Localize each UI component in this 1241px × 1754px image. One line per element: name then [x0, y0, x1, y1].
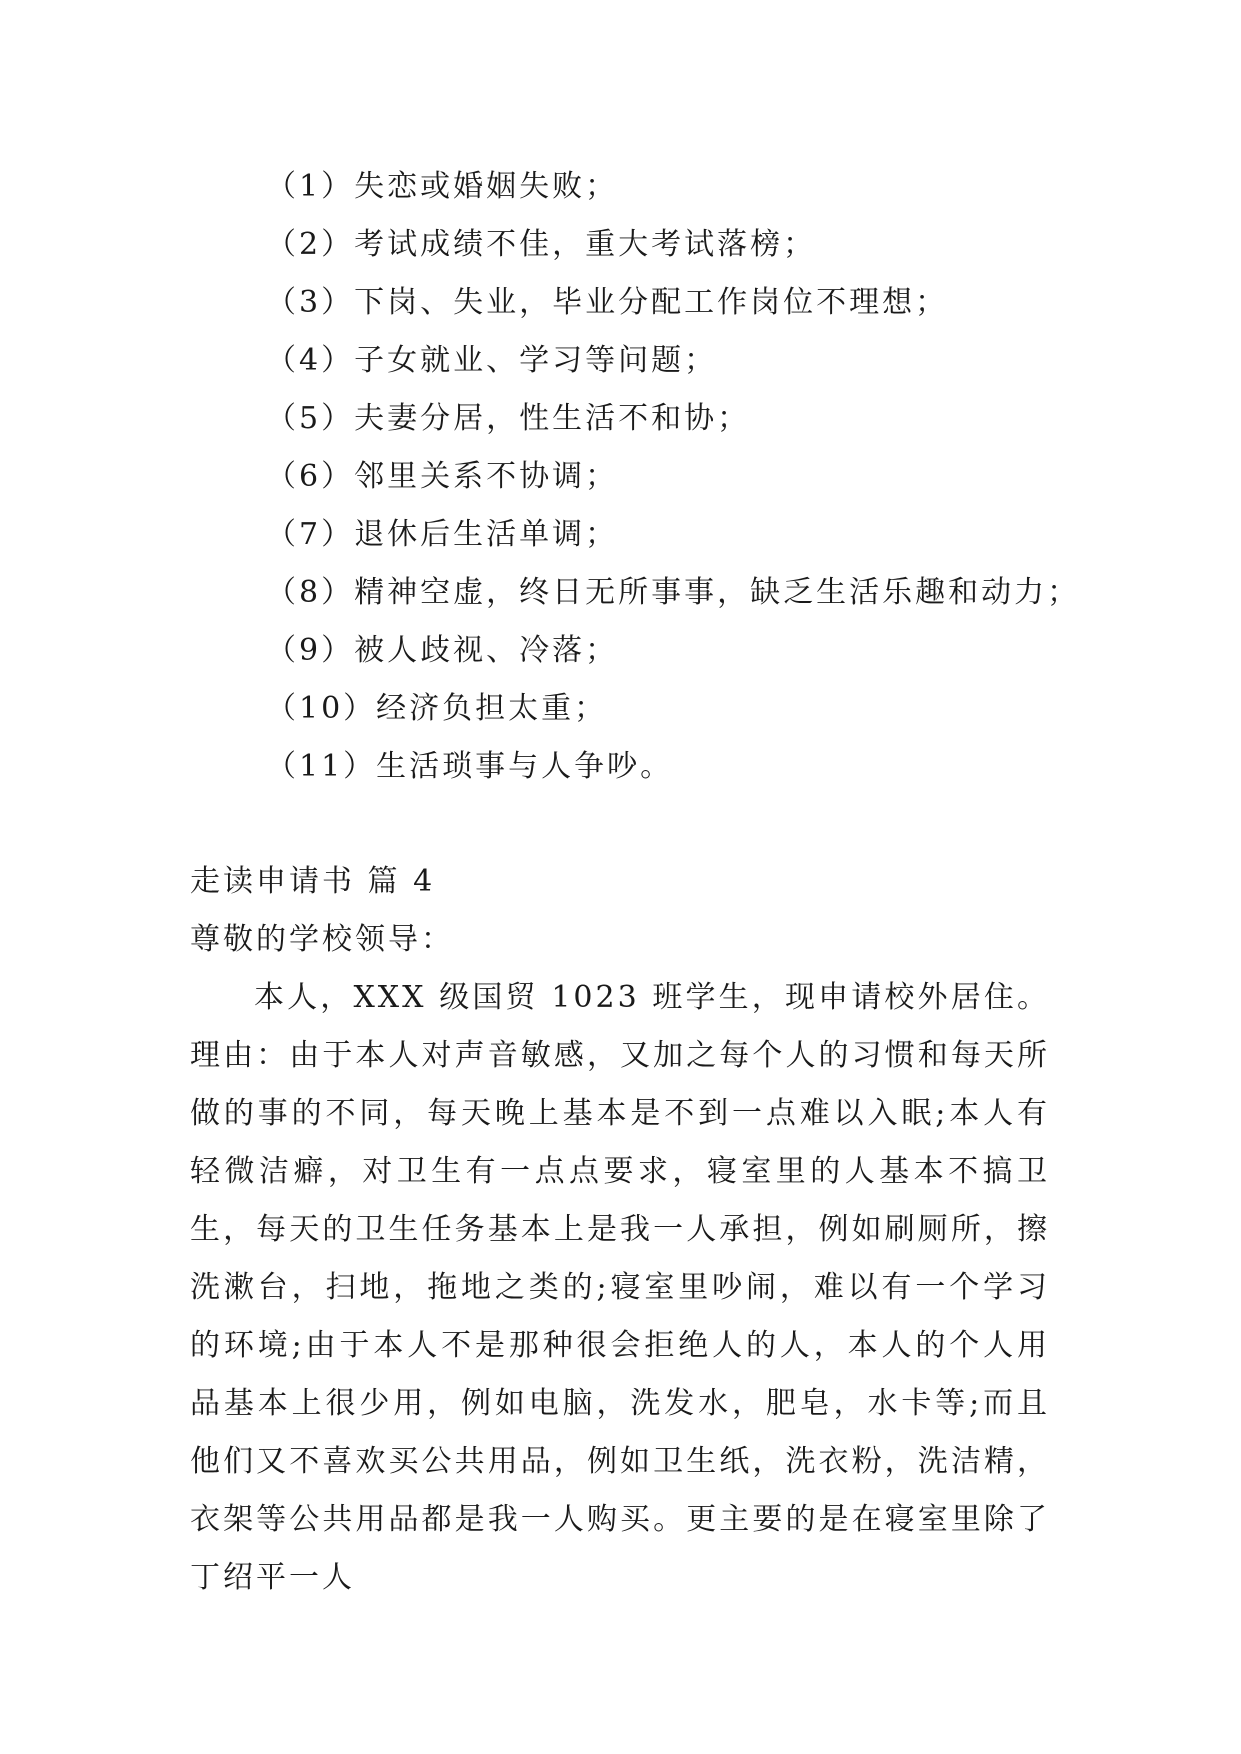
list-item: （4）子女就业、学习等问题；: [266, 343, 718, 378]
application-letter: [190, 853, 1050, 1607]
list-item: （10）经济负担太重；: [266, 691, 608, 726]
list-item: （8）精神空虚，终日无所事事，缺乏生活乐趣和动力；: [266, 575, 1081, 610]
list-item: （7）退休后生活单调；: [266, 517, 619, 552]
cause-list: [266, 158, 1080, 796]
salutation: 尊敬的学校领导：: [190, 922, 454, 957]
list-item: （9）被人歧视、冷落；: [266, 633, 619, 668]
list-item: （5）夫妻分居，性生活不和协；: [266, 401, 751, 436]
list-item: （3）下岗、失业，毕业分配工作岗位不理想；: [266, 285, 949, 320]
article-title: 走读申请书 篇 4: [190, 864, 436, 899]
list-item: （1）失恋或婚姻失败；: [266, 169, 619, 204]
body-paragraph: 本人，XXX 级国贸 1023 班学生，现申请校外居住。理由：由于本人对声音敏感，又加之每个人的习惯和每天所做的事的不同，每天晚上基本是不到一点难以入眠;本人有轻微洁癖，对卫生有一点点要求，寝室里的人基本不搞卫生，每天的卫生任务基本上是我一人承担，例如刷厕所，擦洗漱台，扫地，拖地之类的;寝室里吵闹，难以有一个学习的环境;由于本人不是那种很会拒绝人的人，本人的个人用品基本上很少用，例如电脑，洗发水，肥皂，水卡等;而且他们又不喜欢买公共用品，例如卫生纸，洗衣粉，洗洁精，衣架等公共用品都是我一人购买。更主要的是在寝室里除了丁绍平一人: [190, 980, 1050, 1595]
list-item: （6）邻里关系不协调；: [266, 459, 619, 494]
list-item: （11）生活琐事与人争吵。: [266, 749, 674, 784]
list-item: （2）考试成绩不佳，重大考试落榜；: [266, 227, 817, 262]
